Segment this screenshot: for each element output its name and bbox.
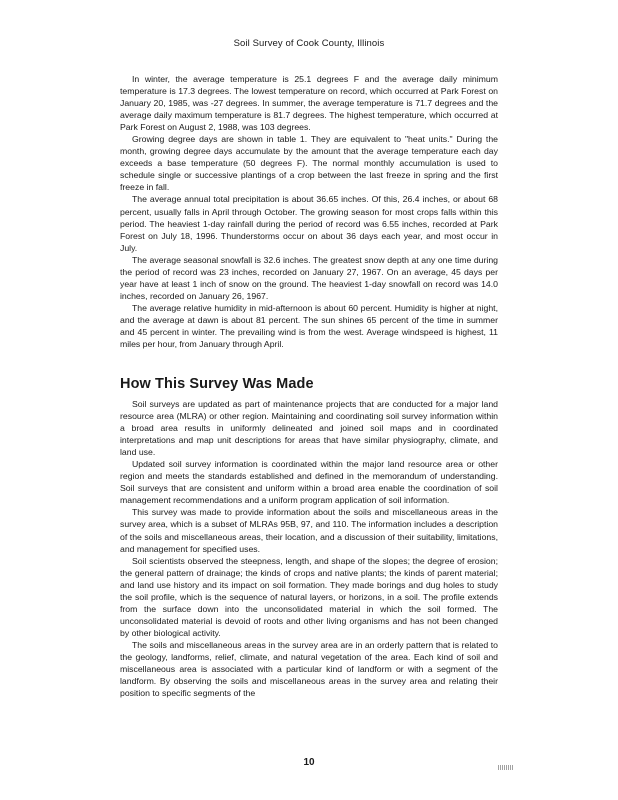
paragraph: Updated soil survey information is coordinated within the major land resource area or other region and meets the standards established and defined in the memorandum of understanding. Soil surveys that are consistent and uniform within a broad area enable the coordination of soil management recommendations and a uniform program application of soil information. (120, 459, 498, 506)
page-number: 10 (303, 757, 315, 768)
paragraph: In winter, the average temperature is 25.1 degrees F and the average daily minimum temperature is 17.3 degrees. The lowest temperature on record, which occurred at Park Forest on January 20, 1985, was -27 degrees. In summer, the average temperature is 71.7 degrees and the average daily maximum temperature is 81.7 degrees. The highest temperature, which occurred at Park Forest on August 2, 1988, was 103 degrees. (120, 74, 498, 133)
climate-section (120, 73, 498, 350)
paragraph: The average relative humidity in mid-afternoon is about 60 percent. Humidity is higher at night, and the average at dawn is about 81 percent. The sun shines 65 percent of the time in summer and 45 percent in winter. The prevailing wind is from the west. Average windspeed is highest, 11 miles per hour, from January through April. (120, 302, 498, 350)
paragraph: This survey was made to provide information about the soils and miscellaneous areas in the survey area, which is a subset of MLRAs 95B, 97, and 110. The information includes a description of the soils and miscellaneous areas, their location, and a discussion of their suitability, limitations, and management for specified uses. (120, 507, 498, 554)
paragraph: The soils and miscellaneous areas in the survey area are in an orderly pattern that is related to the geology, landforms, relief, climate, and natural vegetation of the area. Each kind of soil and miscellaneous area is associated with a particular kind of landform or with a segment of the landform. By observing the soils and miscellaneous areas in the survey area and relating their position to specific segments of the (120, 639, 498, 699)
scan-mark (498, 765, 514, 770)
paragraph: Growing degree days are shown in table 1. They are equivalent to "heat units." During the month, growing degree days accumulate by the amount that the average temperature each day exceeds a base temperature (50 degrees F). The normal monthly accumulation is used to schedule single or successive plantings of a crop between the last freeze in spring and the first freeze in fall. (120, 134, 498, 193)
paragraph: Soil surveys are updated as part of maintenance projects that are conducted for a major land resource area (MLRA) or other region. Maintaining and coordinating soil survey information within a broad area results in uniformly delineated and joined soil maps and in coordinated interpretations and map unit descriptions for areas that have similar physiography, climate, and land use. (120, 399, 498, 458)
running-header: Soil Survey of Cook County, Illinois (233, 38, 385, 49)
paragraph: The average seasonal snowfall is 32.6 inches. The greatest snow depth at any one time during the period of record was 23 inches, recorded on January 27, 1967. On an average, 45 days per year have at least 1 inch of snow on the ground. The heaviest 1-day snowfall on record was 14.0 inches, recorded on January 26, 1967. (120, 254, 498, 301)
survey-section (120, 398, 498, 699)
section-heading: How This Survey Was Made (120, 376, 314, 392)
paragraph: Soil scientists observed the steepness, length, and shape of the slopes; the degree of erosion; the general pattern of drainage; the kinds of crops and native plants; the kinds of parent material; and land use history and its impact on soil formation. They made borings and dug holes to study the soil profile, which is the sequence of natural layers, or horizons, in a soil. The profile extends from the surface down into the unconsolidated material in which the soil formed. The unconsolidated material is devoid of roots and other living organisms and has not been changed by other biological activity. (120, 555, 498, 638)
paragraph: The average annual total precipitation is about 36.65 inches. Of this, 26.4 inches, or about 68 percent, usually falls in April through October. The growing season for most crops falls within this period. The heaviest 1-day rainfall during the period of record was 6.55 inches, recorded at Park Forest on July 18, 1996. Thunderstorms occur on about 36 days each year, and most occur in July. (120, 194, 498, 253)
